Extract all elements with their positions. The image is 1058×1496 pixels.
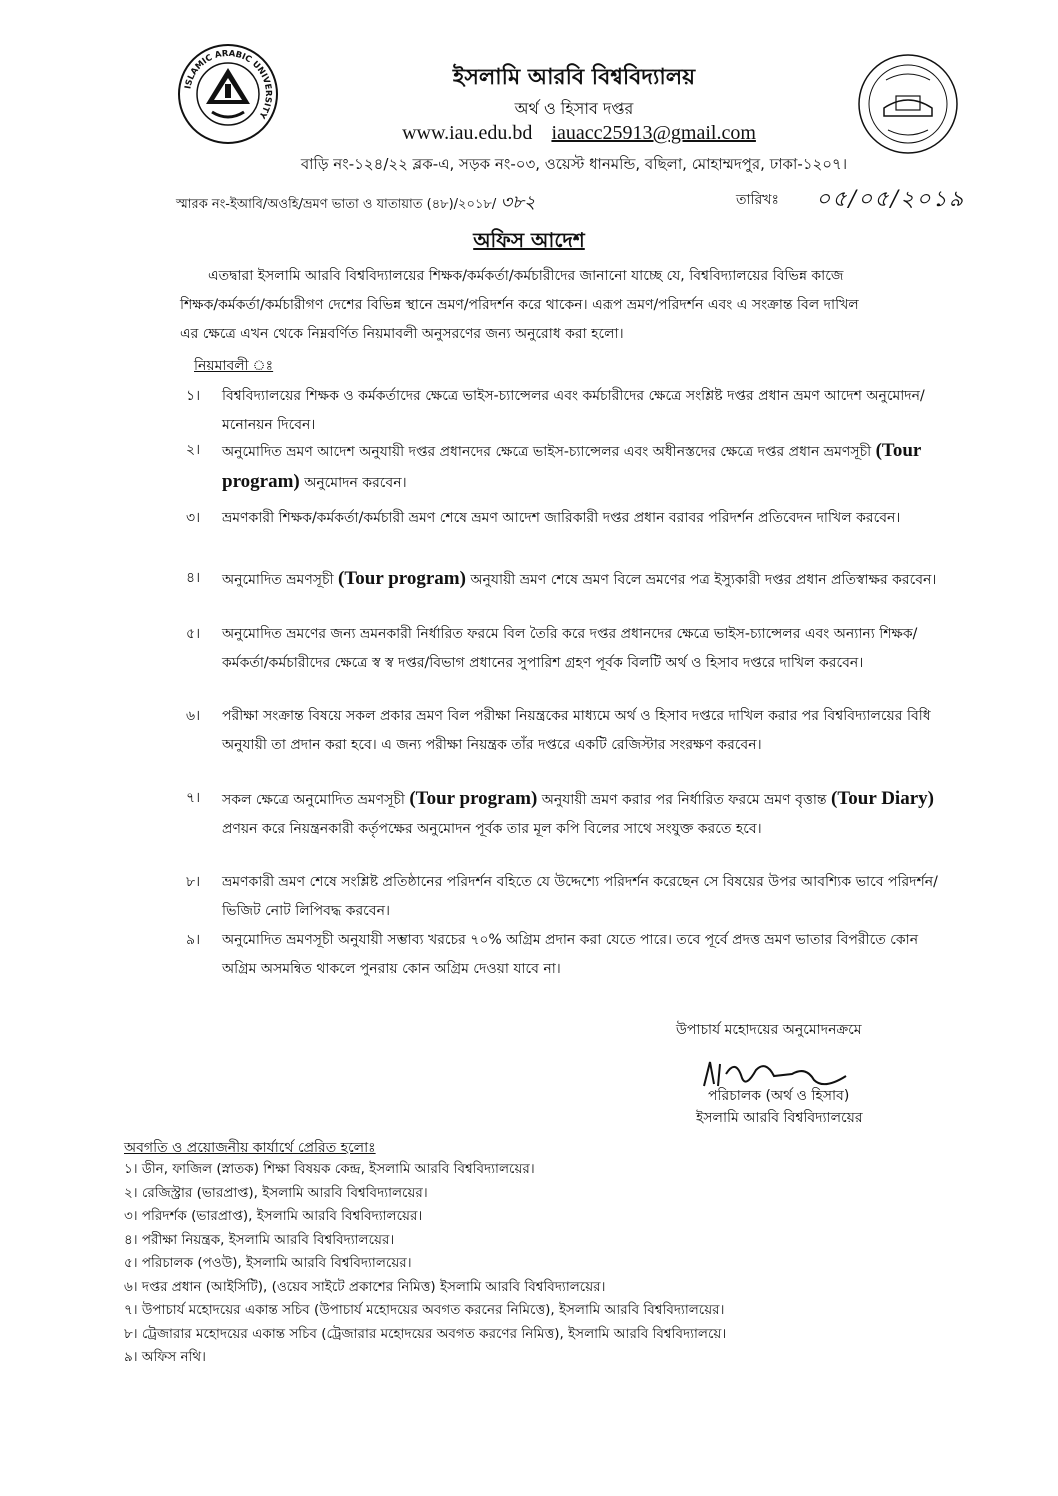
copy-item: ১। ডীন, ফাজিল (স্নাতক) শিক্ষা বিষয়ক কেন্দ্র, ইসলামি আরবি বিশ্ববিদ্যালয়ের।	[124, 1161, 535, 1177]
rule-text: অনুমোদিত ভ্রমণের জন্য ভ্রমনকারী নির্ধারিত ফরমে বিল তৈরি করে দপ্তর প্রধানদের ক্ষেত্রে ভাইস-চ্যান্সেলর এবং অন্যান্য শিক্ষক/কর্মকর্তা/কর্মচারীদের ক্ষেত্রে স্ব স্ব দপ্তর/বিভাগ প্রধানের সুপারিশ গ্রহণ পূর্বক বিলটি অর্থ ও হিসাব দপ্তরে দাখিল করবেন।	[222, 626, 918, 671]
rule-item	[186, 436, 954, 498]
signatory-designation: পরিচালক (অর্থ ও হিসাব)	[708, 1088, 850, 1104]
email-link[interactable]: iauacc25913@gmail.com	[551, 122, 756, 144]
rule-number: ৭।	[186, 790, 201, 806]
rule-number: ২।	[186, 442, 201, 458]
rule-item	[186, 564, 954, 595]
rule-text: বিশ্ববিদ্যালয়ের শিক্ষক ও কর্মকর্তাদের ক্ষেত্রে ভাইস-চ্যান্সেলর এবং কর্মচারীদের ক্ষেত্রে সংশ্লিষ্ট দপ্তর প্রধান ভ্রমণ আদেশ অনুমোদন/মনোনয়ন দিবেন।	[222, 388, 925, 433]
rule-number: ৮।	[186, 874, 201, 890]
rule-item	[186, 620, 954, 678]
rule-text: অনুমোদিত ভ্রমণসূচী অনুযায়ী সম্ভাব্য খরচের ৭০% অগ্রিম প্রদান করা যেতে পারে। তবে পূর্বে প্রদত্ত ভ্রমণ ভাতার বিপরীতে কোন অগ্রিম অসমন্বিত থাকলে পুনরায় কোন অগ্রিম দেওয়া যাবে না।	[222, 932, 919, 977]
department-name: অর্থ ও হিসাব দপ্তর	[514, 99, 634, 118]
copy-item: ৬। দপ্তর প্রধান (আইসিটি), (ওয়েব সাইটে প্রকাশের নিমিত্ত) ইসলামি আরবি বিশ্ববিদ্যালয়ের।	[124, 1278, 606, 1295]
rule-text: অনুমোদিত ভ্রমণসূচী (Tour program) অনুযায়ী ভ্রমণ শেষে ভ্রমণ বিলে ভ্রমণের পত্র ইস্যুকারী দপ্তর প্রধান প্রতিস্বাক্ষর করবেন।	[222, 568, 937, 589]
memo-ref	[176, 188, 535, 219]
rule-text: ভ্রমণকারী ভ্রমণ শেষে সংশ্লিষ্ট প্রতিষ্ঠানের পরিদর্শন বহিতে যে উদ্দেশ্যে পরিদর্শন করেছেন সে বিষয়ের উপর আবশ্যিক ভাবে পরিদর্শন/ভিজিট নোট লিপিবদ্ধ করবেন।	[222, 874, 938, 919]
logo-text: ISLAMIC ARABIC UNIVERSITY	[183, 48, 274, 120]
rule-text: পরীক্ষা সংক্রান্ত বিষয়ে সকল প্রকার ভ্রমণ বিল পরীক্ষা নিয়ন্ত্রকের মাধ্যমে অর্থ ও হিসাব দপ্তরে দাখিল করার পর বিশ্ববিদ্যালয়ের বিধি অনুযায়ী তা প্রদান করা হবে। এ জন্য পরীক্ষা নিয়ন্ত্রক তাঁর দপ্তরে একটি রেজিস্টার সংরক্ষণ করবেন।	[222, 708, 931, 753]
rule-number: ৬।	[186, 708, 201, 724]
rule-text: অনুমোদিত ভ্রমণ আদেশ অনুযায়ী দপ্তর প্রধানদের ক্ষেত্রে ভাইস-চ্যান্সেলর এবং অধীনস্তদের ক্ষেত্রে দপ্তর প্রধান ভ্রমণসূচী (Tour program) অনুমোদন করবেন।	[222, 440, 922, 492]
rule-item	[186, 784, 954, 844]
contact-line	[50, 122, 1058, 145]
copy-item: ৮। ট্রেজারার মহোদয়ের একান্ত সচিব (ট্রেজারার মহোদয়ের অবগত করণের নিমিত্ত), ইসলামি আরবি বিশ্ববিদ্যালয়ে।	[124, 1325, 727, 1342]
rule-item	[186, 702, 954, 760]
rule-text: ভ্রমণকারী শিক্ষক/কর্মকর্তা/কর্মচারী ভ্রমণ শেষে ভ্রমণ আদেশ জারিকারী দপ্তর প্রধান বরাবর পরিদর্শন প্রতিবেদন দাখিল করবেন।	[222, 510, 901, 526]
intro-line: শিক্ষক/কর্মকর্তা/কর্মচারীগণ দেশের বিভিন্ন স্থানে ভ্রমণ/পরিদর্শন করে থাকেন। এরূপ ভ্রমণ/পরিদর্শন এবং এ সংক্রান্ত বিল দাখিল	[180, 297, 859, 313]
rule-item	[186, 868, 954, 926]
rule-number: ৫।	[186, 626, 201, 642]
memo-ref-label: স্মারক নং-ইআবি/অওহি/ভ্রমণ ভাতা ও যাতায়াত (৪৮)/২০১৮/	[176, 197, 497, 212]
rule-number: ৩।	[186, 510, 201, 526]
university-name: ইসলামি আরবি বিশ্ববিদ্যালয়	[452, 65, 696, 90]
rule-number: ৪।	[186, 570, 201, 586]
rule-number: ১।	[186, 388, 201, 404]
intro-paragraph	[180, 262, 955, 349]
signatory-institution: ইসলামি আরবি বিশ্ববিদ্যালয়ের	[696, 1110, 863, 1126]
rule-item	[186, 926, 954, 984]
copy-item: ৩। পরিদর্শক (ভারপ্রাপ্ত), ইসলামি আরবি বিশ্ববিদ্যালয়ের।	[124, 1208, 423, 1224]
order-title	[0, 226, 1058, 259]
copy-item: ৯। অফিস নথি।	[124, 1349, 206, 1365]
order-title-text: অফিস আদেশ	[473, 228, 585, 252]
copies-list	[124, 1158, 964, 1370]
copy-item: ৫। পরিচালক (পওউ), ইসলামি আরবি বিশ্ববিদ্যালয়ের।	[124, 1255, 412, 1271]
rule-item	[186, 504, 954, 533]
date-label: তারিখঃ	[736, 192, 779, 208]
rule-item	[186, 382, 954, 440]
rule-text: সকল ক্ষেত্রে অনুমোদিত ভ্রমণসূচী (Tour program) অনুযায়ী ভ্রমণ করার পর নির্ধারিত ফরমে ভ্রমণ বৃত্তান্ত (Tour Diary) প্রণয়ন করে নিয়ন্ত্রনকারী কর্তৃপক্ষের অনুমোদন পূর্বক তার মূল কপি বিলের সাথে সংযুক্ত করতে হবে।	[222, 788, 934, 837]
copies-heading: অবগতি ও প্রয়োজনীয় কার্যার্থে প্রেরিত হলোঃ	[124, 1140, 376, 1156]
website-link[interactable]: www.iau.edu.bd	[402, 122, 533, 144]
approval-text: উপাচার্য মহোদয়ের অনুমোদনক্রমে	[676, 1022, 862, 1038]
rule-number: ৯।	[186, 932, 201, 948]
copy-item: ৪। পরীক্ষা নিয়ন্ত্রক, ইসলামি আরবি বিশ্ববিদ্যালয়ের।	[124, 1231, 395, 1248]
address-line: বাড়ি নং-১২৪/২২ ব্লক-এ, সড়ক নং-০৩, ওয়েস্ট ধানমন্ডি, বছিলা, মোহাম্মদপুর, ঢাকা-১২০৭।	[300, 155, 848, 173]
copy-item: ৭। উপাচার্য মহোদয়ের একান্ত সচিব (উপাচার্য মহোদয়ের অবগত করনের নিমিত্তে), ইসলামি আরবি বিশ্ববিদ্যালয়ের।	[124, 1302, 725, 1318]
intro-line: এর ক্ষেত্রে এখন থেকে নিম্নবর্ণিত নিয়মাবলী অনুসরণের জন্য অনুরোধ করা হলো।	[180, 326, 624, 342]
memo-ref-number: ৩৮২	[500, 192, 536, 213]
intro-line: এতদ্বারা ইসলামি আরবি বিশ্ববিদ্যালয়ের শিক্ষক/কর্মকর্তা/কর্মচারীদের জানানো যাচ্ছে যে, বিশ্ববিদ্যালয়ের বিভিন্ন কাজে	[208, 268, 844, 284]
memo-date: ০৫/০৫/২০১৯	[816, 187, 966, 212]
copy-item: ২। রেজিস্ট্রার (ভারপ্রাপ্ত), ইসলামি আরবি বিশ্ববিদ্যালয়ের।	[124, 1184, 428, 1201]
rules-heading: নিয়মাবলী ঃ	[194, 358, 274, 374]
